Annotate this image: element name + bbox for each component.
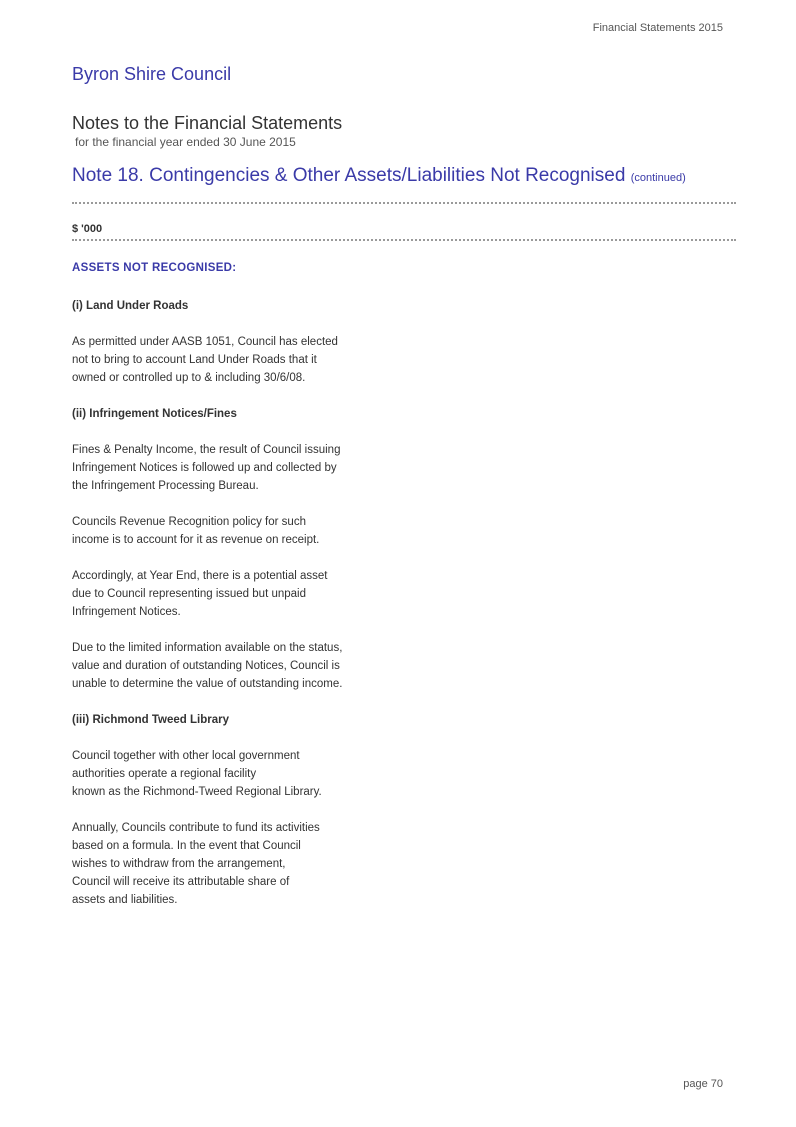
- period-subtitle: for the financial year ended 30 June 2015: [75, 135, 296, 149]
- text-line: known as the Richmond-Tweed Regional Library.: [72, 786, 322, 798]
- subsection-heading: (i) Land Under Roads: [72, 300, 189, 312]
- text-line: owned or controlled up to & including 30/6/08.: [72, 372, 306, 384]
- paragraph: [72, 747, 372, 801]
- text-line: Annually, Councils contribute to fund its activities: [72, 822, 320, 834]
- text-line: Infringement Notices is followed up and collected by: [72, 462, 337, 474]
- continued-label: (continued): [630, 172, 686, 184]
- text-line: due to Council representing issued but unpaid: [72, 588, 306, 600]
- text-line: As permitted under AASB 1051, Council has elected: [72, 336, 338, 348]
- text-line: Accordingly, at Year End, there is a potential asset: [72, 570, 328, 582]
- text-line: Fines & Penalty Income, the result of Council issuing: [72, 444, 341, 456]
- currency-label: $ '000: [72, 223, 103, 235]
- section-heading: ASSETS NOT RECOGNISED:: [72, 262, 237, 274]
- document-title: Financial Statements 2015: [592, 22, 723, 34]
- text-line: income is to account for it as revenue on receipt.: [72, 534, 320, 546]
- text-line: wishes to withdraw from the arrangement,: [72, 858, 286, 870]
- title-divider: [72, 202, 736, 204]
- text-line: Council will receive its attributable share of: [72, 876, 290, 888]
- text-line: Due to the limited information available on the status,: [72, 642, 343, 654]
- notes-content: [72, 297, 372, 927]
- paragraph: [72, 441, 372, 495]
- organization-name: Byron Shire Council: [72, 64, 232, 84]
- text-line: unable to determine the value of outstanding income.: [72, 678, 343, 690]
- page-number: page 70: [683, 1078, 723, 1090]
- text-line: based on a formula. In the event that Council: [72, 840, 301, 852]
- paragraph: [72, 333, 372, 387]
- paragraph: [72, 513, 372, 549]
- subsection-heading: (ii) Infringement Notices/Fines: [72, 408, 237, 420]
- paragraph: [72, 639, 372, 693]
- subsection-infringement-notices: [72, 405, 372, 693]
- text-line: Infringement Notices.: [72, 606, 181, 618]
- paragraph: [72, 819, 372, 909]
- text-line: not to bring to account Land Under Roads that it: [72, 354, 317, 366]
- text-line: assets and liabilities.: [72, 894, 178, 906]
- text-line: Council together with other local government: [72, 750, 300, 762]
- note-title-text: Note 18. Contingencies & Other Assets/Liabilities Not Recognised: [72, 165, 626, 186]
- text-line: authorities operate a regional facility: [72, 768, 257, 780]
- paragraph: [72, 567, 372, 621]
- subsection-land-under-roads: [72, 297, 372, 387]
- subsection-richmond-tweed-library: [72, 711, 372, 909]
- note-title: [72, 165, 686, 187]
- currency-divider: [72, 239, 736, 241]
- text-line: the Infringement Processing Bureau.: [72, 480, 259, 492]
- subsection-heading: (iii) Richmond Tweed Library: [72, 714, 229, 726]
- text-line: value and duration of outstanding Notices, Council is: [72, 660, 340, 672]
- notes-title: Notes to the Financial Statements: [72, 113, 343, 133]
- text-line: Councils Revenue Recognition policy for such: [72, 516, 306, 528]
